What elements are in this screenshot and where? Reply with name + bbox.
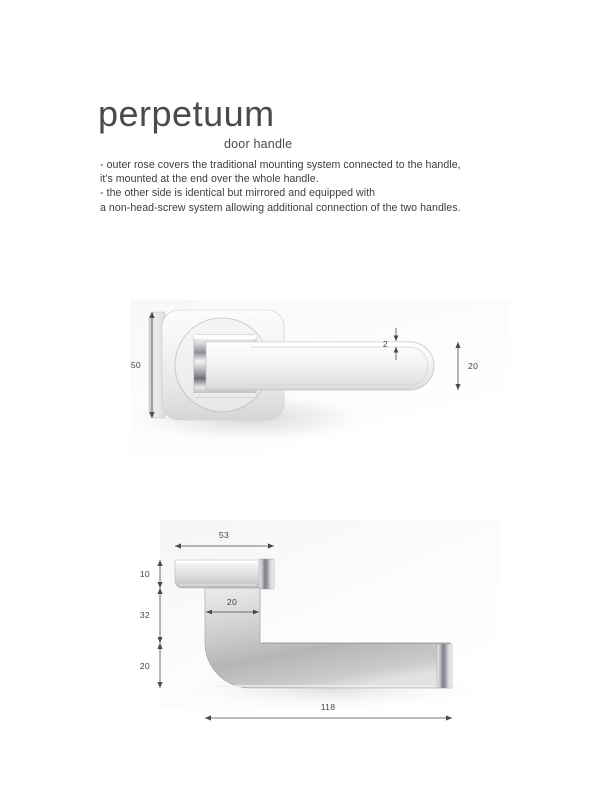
handle-arm-plan — [206, 342, 434, 390]
description-line: it's mounted at the end over the whole handle. — [100, 173, 319, 186]
page-subtitle: door handle — [224, 137, 293, 151]
rose-height-dimension-label: 50 — [130, 360, 141, 370]
description-block — [100, 158, 560, 215]
rose-body-side — [175, 560, 260, 588]
lever-height-dimension — [140, 643, 163, 688]
rose-chrome-cap — [259, 559, 274, 589]
lever-height-dimension-label: 20 — [139, 661, 150, 671]
rose-plate-side — [175, 559, 274, 589]
plan-view-figure — [0, 290, 600, 470]
rose-thickness-dimension-label: 10 — [139, 569, 150, 579]
page-title: perpetuum — [98, 93, 275, 134]
description-line: a non-head-screw system allowing additional connection of the two handles. — [100, 201, 461, 214]
description-line: - outer rose covers the traditional mounting system connected to the handle, — [100, 159, 461, 171]
neck-height-dimension — [140, 588, 163, 643]
neck-height-dimension-label: 32 — [139, 610, 150, 620]
neck-width-dimension-label: 20 — [226, 597, 238, 607]
side-view-figure — [0, 500, 600, 750]
handle-thickness-dimension-label: 2 — [382, 339, 388, 349]
lever-chrome-cap — [437, 644, 452, 688]
handle-arm-outline — [206, 342, 434, 390]
rose-depth-dimension-label: 53 — [218, 530, 230, 540]
handle-width-dimension-label: 20 — [468, 361, 479, 371]
rose-thickness-dimension — [140, 560, 163, 588]
document-header — [98, 93, 518, 151]
description-line: - the other side is identical but mirrored and equipped with — [100, 187, 376, 200]
overall-length-dimension-label: 118 — [320, 702, 336, 712]
